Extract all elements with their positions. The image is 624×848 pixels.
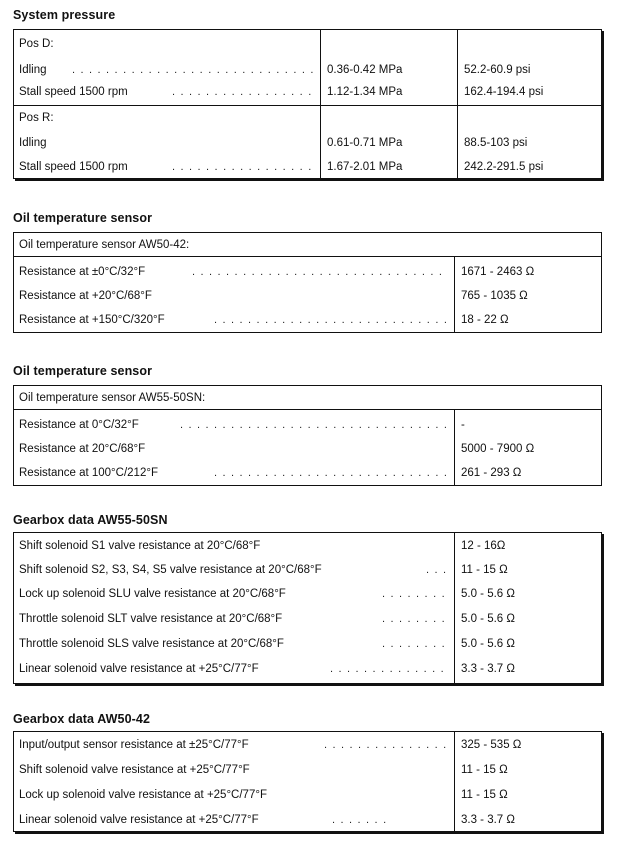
dot-leader	[172, 85, 314, 99]
column-divider	[454, 256, 455, 332]
pressure-mpa: 1.67-2.01 MPa	[327, 161, 403, 173]
pressure-mpa: 1.12-1.34 MPa	[327, 86, 403, 98]
column-divider	[454, 533, 455, 683]
oil-temp-sensor-title: Oil temperature sensor	[13, 211, 153, 225]
pressure-mpa: 0.36-0.42 MPa	[327, 64, 403, 76]
row-label: Throttle solenoid SLS valve resistance at 20°C/68°F	[19, 638, 284, 650]
pos-r-label: Pos R:	[19, 112, 54, 124]
column-divider	[454, 732, 455, 831]
pressure-psi: 162.4-194.4 psi	[464, 86, 544, 98]
resistance-value: 325 - 535 Ω	[461, 739, 522, 751]
resistance-value: 5.0 - 5.6 Ω	[461, 613, 515, 625]
row-label: Lock up solenoid SLU valve resistance at 20°C/68°F	[19, 588, 286, 600]
resistance-value: 261 - 293 Ω	[461, 467, 522, 479]
gearbox-aw50-title: Gearbox data AW50-42	[13, 712, 151, 726]
resistance-value: 11 - 15 Ω	[461, 789, 508, 801]
pressure-psi: 88.5-103 psi	[464, 137, 528, 149]
column-divider	[320, 30, 321, 178]
resistance-value: 11 - 15 Ω	[461, 564, 508, 576]
row-label: Resistance at 0°C/32°F	[19, 419, 139, 431]
dot-leader	[214, 466, 446, 480]
row-label: Resistance at 20°C/68°F	[19, 443, 146, 455]
dot-leader	[192, 265, 446, 279]
row-label: Throttle solenoid SLT valve resistance at 20°C/68°F	[19, 613, 283, 625]
pressure-psi: 242.2-291.5 psi	[464, 161, 544, 173]
resistance-value: 3.3 - 3.7 Ω	[461, 814, 515, 826]
column-divider	[457, 30, 458, 178]
dot-leader	[214, 313, 446, 327]
gearbox-aw55-table	[13, 532, 602, 684]
row-label: Linear solenoid valve resistance at +25°C/77°F	[19, 663, 259, 675]
pressure-psi: 52.2-60.9 psi	[464, 64, 531, 76]
column-divider	[454, 409, 455, 485]
row-divider	[14, 256, 601, 257]
dot-leader	[426, 563, 448, 577]
row-label: Resistance at +20°C/68°F	[19, 290, 152, 302]
dot-leader	[72, 63, 314, 77]
row-label: Shift solenoid S2, S3, S4, S5 valve resistance at 20°C/68°F	[19, 564, 322, 576]
dot-leader	[382, 587, 446, 601]
gearbox-aw55-title: Gearbox data AW55-50SN	[13, 513, 168, 527]
dot-leader	[172, 160, 314, 174]
row-label: Linear solenoid valve resistance at +25°C/77°F	[19, 814, 259, 826]
row-label: Resistance at ±0°C/32°F	[19, 266, 146, 278]
resistance-value: -	[461, 419, 465, 431]
resistance-value: 1671 - 2463 Ω	[461, 266, 535, 278]
resistance-value: 11 - 15 Ω	[461, 764, 508, 776]
resistance-value: 5000 - 7900 Ω	[461, 443, 535, 455]
resistance-value: 18 - 22 Ω	[461, 314, 509, 326]
dot-leader	[382, 637, 446, 651]
oil-temp-sensor-table	[13, 385, 602, 486]
row-label: Stall speed 1500 rpm	[19, 86, 128, 98]
row-label: Idling	[19, 137, 47, 149]
row-label: Resistance at 100°C/212°F	[19, 467, 158, 479]
dot-leader	[382, 612, 446, 626]
resistance-value: 12 - 16Ω	[461, 540, 506, 552]
gearbox-aw50-table	[13, 731, 602, 832]
oil-temp-sensor-table	[13, 232, 602, 333]
system-pressure-table	[13, 29, 602, 179]
row-divider	[14, 409, 601, 410]
table-header: Oil temperature sensor AW50-42:	[19, 239, 190, 251]
row-label: Stall speed 1500 rpm	[19, 161, 128, 173]
row-divider	[14, 105, 601, 106]
dot-leader	[324, 738, 446, 752]
row-label: Shift solenoid valve resistance at +25°C/77°F	[19, 764, 250, 776]
pressure-mpa: 0.61-0.71 MPa	[327, 137, 403, 149]
row-label: Lock up solenoid valve resistance at +25°C/77°F	[19, 789, 267, 801]
oil-temp-sensor-title: Oil temperature sensor	[13, 364, 153, 378]
row-label: Input/output sensor resistance at ±25°C/77°F	[19, 739, 249, 751]
resistance-value: 5.0 - 5.6 Ω	[461, 638, 515, 650]
pos-d-label: Pos D:	[19, 38, 54, 50]
resistance-value: 5.0 - 5.6 Ω	[461, 588, 515, 600]
resistance-value: 3.3 - 3.7 Ω	[461, 663, 515, 675]
row-label: Resistance at +150°C/320°F	[19, 314, 165, 326]
dot-leader	[330, 662, 446, 676]
resistance-value: 765 - 1035 Ω	[461, 290, 528, 302]
table-header: Oil temperature sensor AW55-50SN:	[19, 392, 206, 404]
dot-leader	[180, 418, 446, 432]
row-label: Shift solenoid S1 valve resistance at 20°C/68°F	[19, 540, 261, 552]
dot-leader	[332, 813, 392, 827]
system-pressure-title: System pressure	[13, 8, 116, 22]
row-label: Idling	[19, 64, 47, 76]
